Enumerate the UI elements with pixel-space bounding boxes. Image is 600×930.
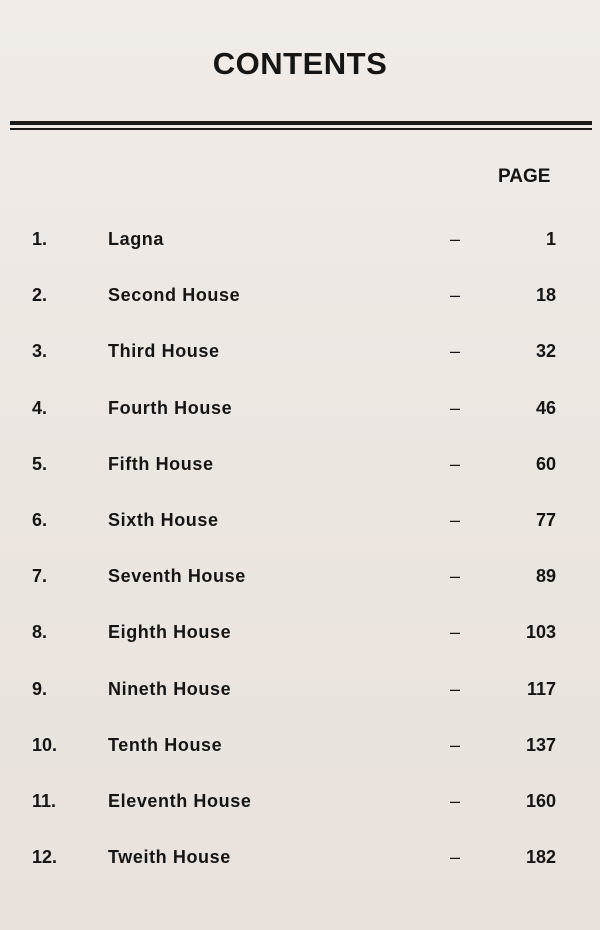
entry-number: 9.	[32, 678, 48, 699]
entry-number: 7.	[32, 566, 48, 587]
entry-page: 77	[535, 510, 556, 530]
entry-number: 3.	[32, 341, 48, 362]
toc-entry	[0, 341, 600, 365]
entry-title: Seventh House	[108, 566, 246, 587]
entry-title: Third House	[108, 341, 220, 362]
toc-entry	[0, 735, 600, 759]
toc-entry	[0, 847, 600, 871]
toc-entry	[0, 791, 600, 815]
toc-entry	[0, 285, 600, 309]
entry-page: 137	[525, 734, 556, 755]
entry-page: 18	[535, 285, 556, 306]
entry-title: Nineth House	[108, 678, 232, 699]
entry-separator: –	[450, 734, 461, 755]
entry-title: Fourth House	[108, 397, 233, 418]
entry-title: Eleventh House	[108, 791, 252, 811]
page-title: CONTENTS	[212, 46, 388, 81]
entry-separator: –	[450, 341, 461, 362]
thin-divider	[10, 128, 592, 130]
toc-entry	[0, 566, 600, 590]
entry-separator: –	[450, 791, 461, 811]
entry-title: Fifth House	[108, 453, 214, 474]
entry-separator: –	[450, 453, 461, 474]
toc-entry	[0, 398, 600, 422]
entry-title: Lagna	[108, 229, 165, 249]
entry-separator: –	[450, 847, 461, 868]
toc-entry	[0, 229, 600, 253]
entry-page: 46	[535, 397, 556, 418]
entry-separator: –	[450, 678, 461, 699]
entry-title: Tenth House	[108, 734, 223, 755]
entry-title: Sixth House	[108, 510, 219, 530]
entry-number: 6.	[32, 510, 48, 530]
entry-page: 89	[535, 566, 556, 587]
toc-entry	[0, 679, 600, 703]
entry-page: 1	[545, 229, 556, 249]
entry-title: Eighth House	[108, 622, 232, 643]
entry-separator: –	[450, 566, 461, 587]
thick-divider	[10, 121, 592, 125]
entry-number: 8.	[32, 622, 48, 643]
entry-title: Second House	[108, 285, 241, 306]
entry-page: 117	[526, 678, 556, 699]
entry-separator: –	[450, 229, 461, 249]
toc-entry	[0, 510, 600, 534]
entry-number: 12.	[32, 847, 58, 868]
entry-title: Tweith House	[108, 847, 231, 868]
entry-number: 4.	[32, 397, 48, 418]
entry-page: 103	[525, 622, 556, 643]
page-column-header: PAGE	[498, 166, 551, 187]
entry-number: 11.	[32, 791, 57, 811]
entry-separator: –	[450, 622, 461, 643]
entry-separator: –	[450, 397, 461, 418]
entry-page: 60	[535, 453, 556, 474]
entry-number: 2.	[32, 285, 48, 306]
entry-separator: –	[450, 510, 461, 530]
entry-separator: –	[450, 285, 461, 306]
toc-entry	[0, 622, 600, 646]
entry-number: 1.	[32, 229, 48, 249]
entry-page: 160	[525, 791, 556, 811]
entry-number: 10.	[32, 734, 58, 755]
entry-number: 5.	[32, 453, 48, 474]
entry-page: 182	[525, 847, 556, 868]
toc-entry	[0, 454, 600, 478]
entry-page: 32	[535, 341, 556, 362]
